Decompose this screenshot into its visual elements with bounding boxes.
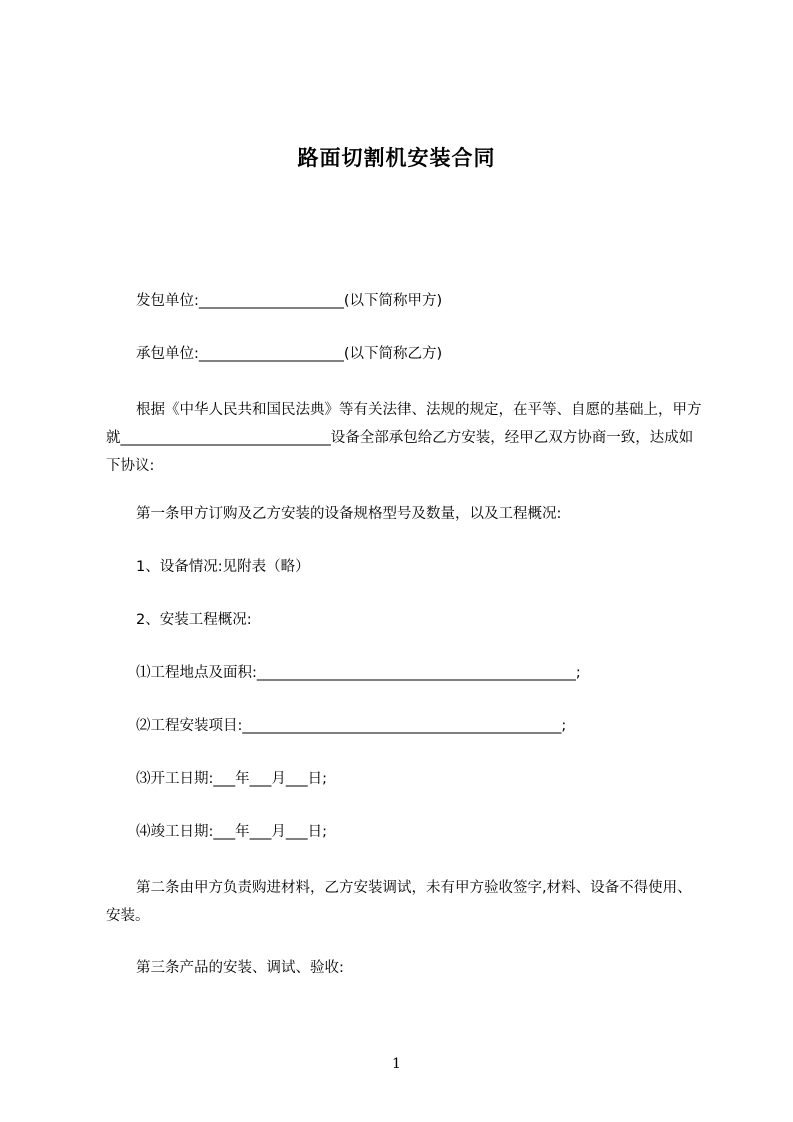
article-3-heading: 第三条产品的安装、调试、验收: [136,960,344,976]
party-b-line: 承包单位:____________________(以下简称乙方) [136,346,443,362]
item-2-overview: 2、安装工程概况: [136,612,252,628]
document-title: 路面切割机安装合同 [297,146,496,170]
article-2-paragraph: 第二条由甲方负责购进材料，乙方安装调试，未有甲方验收签字,材料、设备不得使用、安装。 [106,880,692,924]
article-1-heading: 第一条甲方订购及乙方安装的设备规格型号及数量，以及工程概况: [136,506,562,522]
sub-item-start-date: ⑶开工日期:___年___月___日; [136,771,328,787]
sub-item-location: ⑴工程地点及面积:____________________________________________; [136,665,581,681]
item-1-equipment: 1、设备情况:见附表（略） [136,559,310,575]
sub-item-project: ⑵工程安装项目:____________________________________________; [136,718,567,734]
page-number: 1 [392,1056,401,1072]
sub-item-end-date: ⑷竣工日期:___年___月___日; [136,824,328,840]
intro-paragraph: 根据《中华人民共和国民法典》等有关法律、法规的规定，在平等、自愿的基础上，甲方就_____________________________设备全部承包给乙方安装，经甲乙双方协商一致，达成如下协议: [106,402,702,474]
party-a-line: 发包单位:____________________(以下简称甲方) [136,293,443,309]
